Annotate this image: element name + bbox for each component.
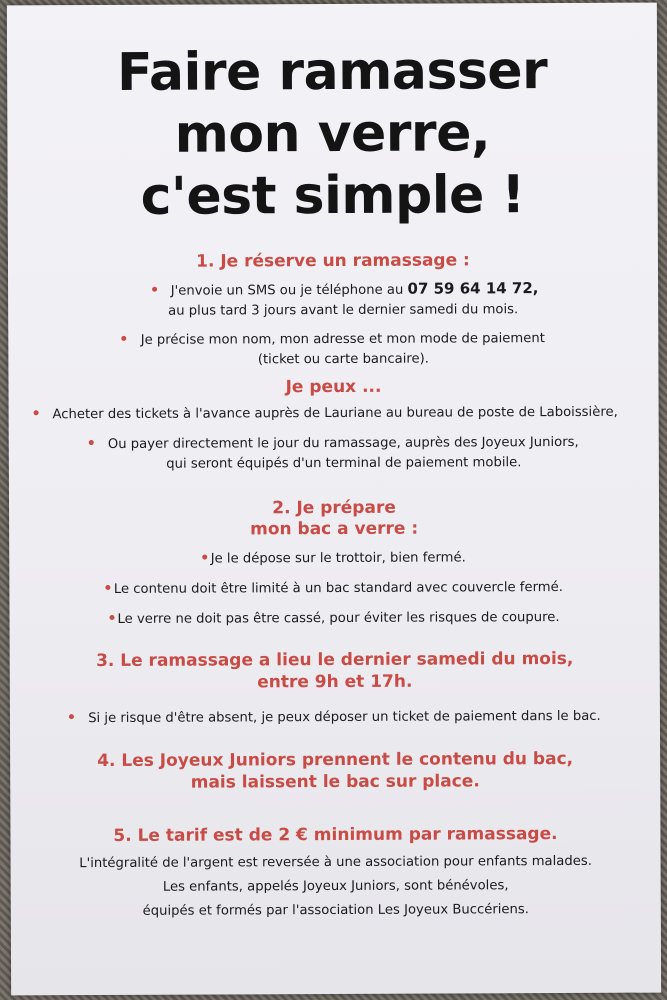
section2-item1 [9,548,659,570]
bullet-icon [33,410,38,415]
bullet-icon [89,440,94,445]
peux-heading: Je peux ... [285,376,382,398]
phone-number: 07 59 64 14 72, [407,279,539,298]
peux-item1 [1,403,651,425]
section3-heading-line2: entre 9h et 17h. [257,671,413,693]
bullet-icon [203,554,208,559]
peux-item1-text: Acheter des tickets à l'avance auprès de Lauriane au bureau de poste de Laboissière, [52,404,618,423]
section1-item1-text: J'envoie un SMS ou je téléphone au [170,282,404,299]
section3-item1-text: Si je risque d'être absent, je peux déposer un ticket de paiement dans le bac. [88,708,601,727]
section2-item3-text: Le verre ne doit pas être cassé, pour éviter les risques de coupure. [117,610,560,627]
section5-heading: 5. Le tarif est de 2 € minimum par ramassage. [113,824,558,846]
section1-item2-line1 [8,329,658,351]
section3-heading-line1: 3. Le ramassage a lieu le dernier samedi du mois, [96,648,574,672]
section1-item1-line1 [20,279,667,302]
peux-item2-line2: qui seront équipés d'un terminal de paiement mobile. [166,455,522,472]
section2-item1-text: Je le dépose sur le trottoir, bien fermé. [210,550,466,567]
title-line-1: Faire ramasser [116,41,548,103]
section1-item1-line2: au plus tard 3 jours avant le dernier samedi du mois. [168,302,519,319]
section5-line2: Les enfants, appelés Joyeux Juniors, sont bénévoles, [162,878,509,895]
bullet-icon [122,335,127,340]
section5-line1: L'intégralité de l'argent est reversée à une association pour enfants malades. [79,853,592,872]
title-line-3: c'est simple ! [140,165,525,227]
section1-item2-text: Je précise mon nom, mon adresse et mon mode de paiement [140,331,545,348]
section2-heading-line1: 2. Je prépare [272,497,396,519]
peux-item2-text: Ou payer directement le jour du ramassage, auprès des Joyeux Juniors, [107,434,579,452]
bullet-icon [109,614,114,619]
bullet-icon [152,286,157,291]
bullet-icon [69,714,74,719]
section4-heading-line2: mais laissent le bac sur place. [190,771,480,793]
title-line-2: mon verre, [174,103,491,165]
flyer-sheet [7,3,661,996]
section2-item2-text: Le contenu doit être limité à un bac standard avec couvercle fermé. [113,580,563,597]
section4-heading-line1: 4. Les Joyeux Juniors prennent le contenu du bac, [97,748,574,772]
section1-item2-line2: (ticket ou carte bancaire). [257,351,429,368]
section5-line3: équipés et formés par l'association Les Joyeux Buccériens. [142,902,529,919]
peux-item2-line1 [9,433,659,455]
section2-heading-line2: mon bac a verre : [250,518,419,540]
section2-item2 [9,578,659,600]
bullet-icon [106,584,111,589]
section2-item3 [9,608,659,630]
section3-item1 [10,707,660,729]
section1-heading: 1. Je réserve un ramassage : [196,250,470,272]
